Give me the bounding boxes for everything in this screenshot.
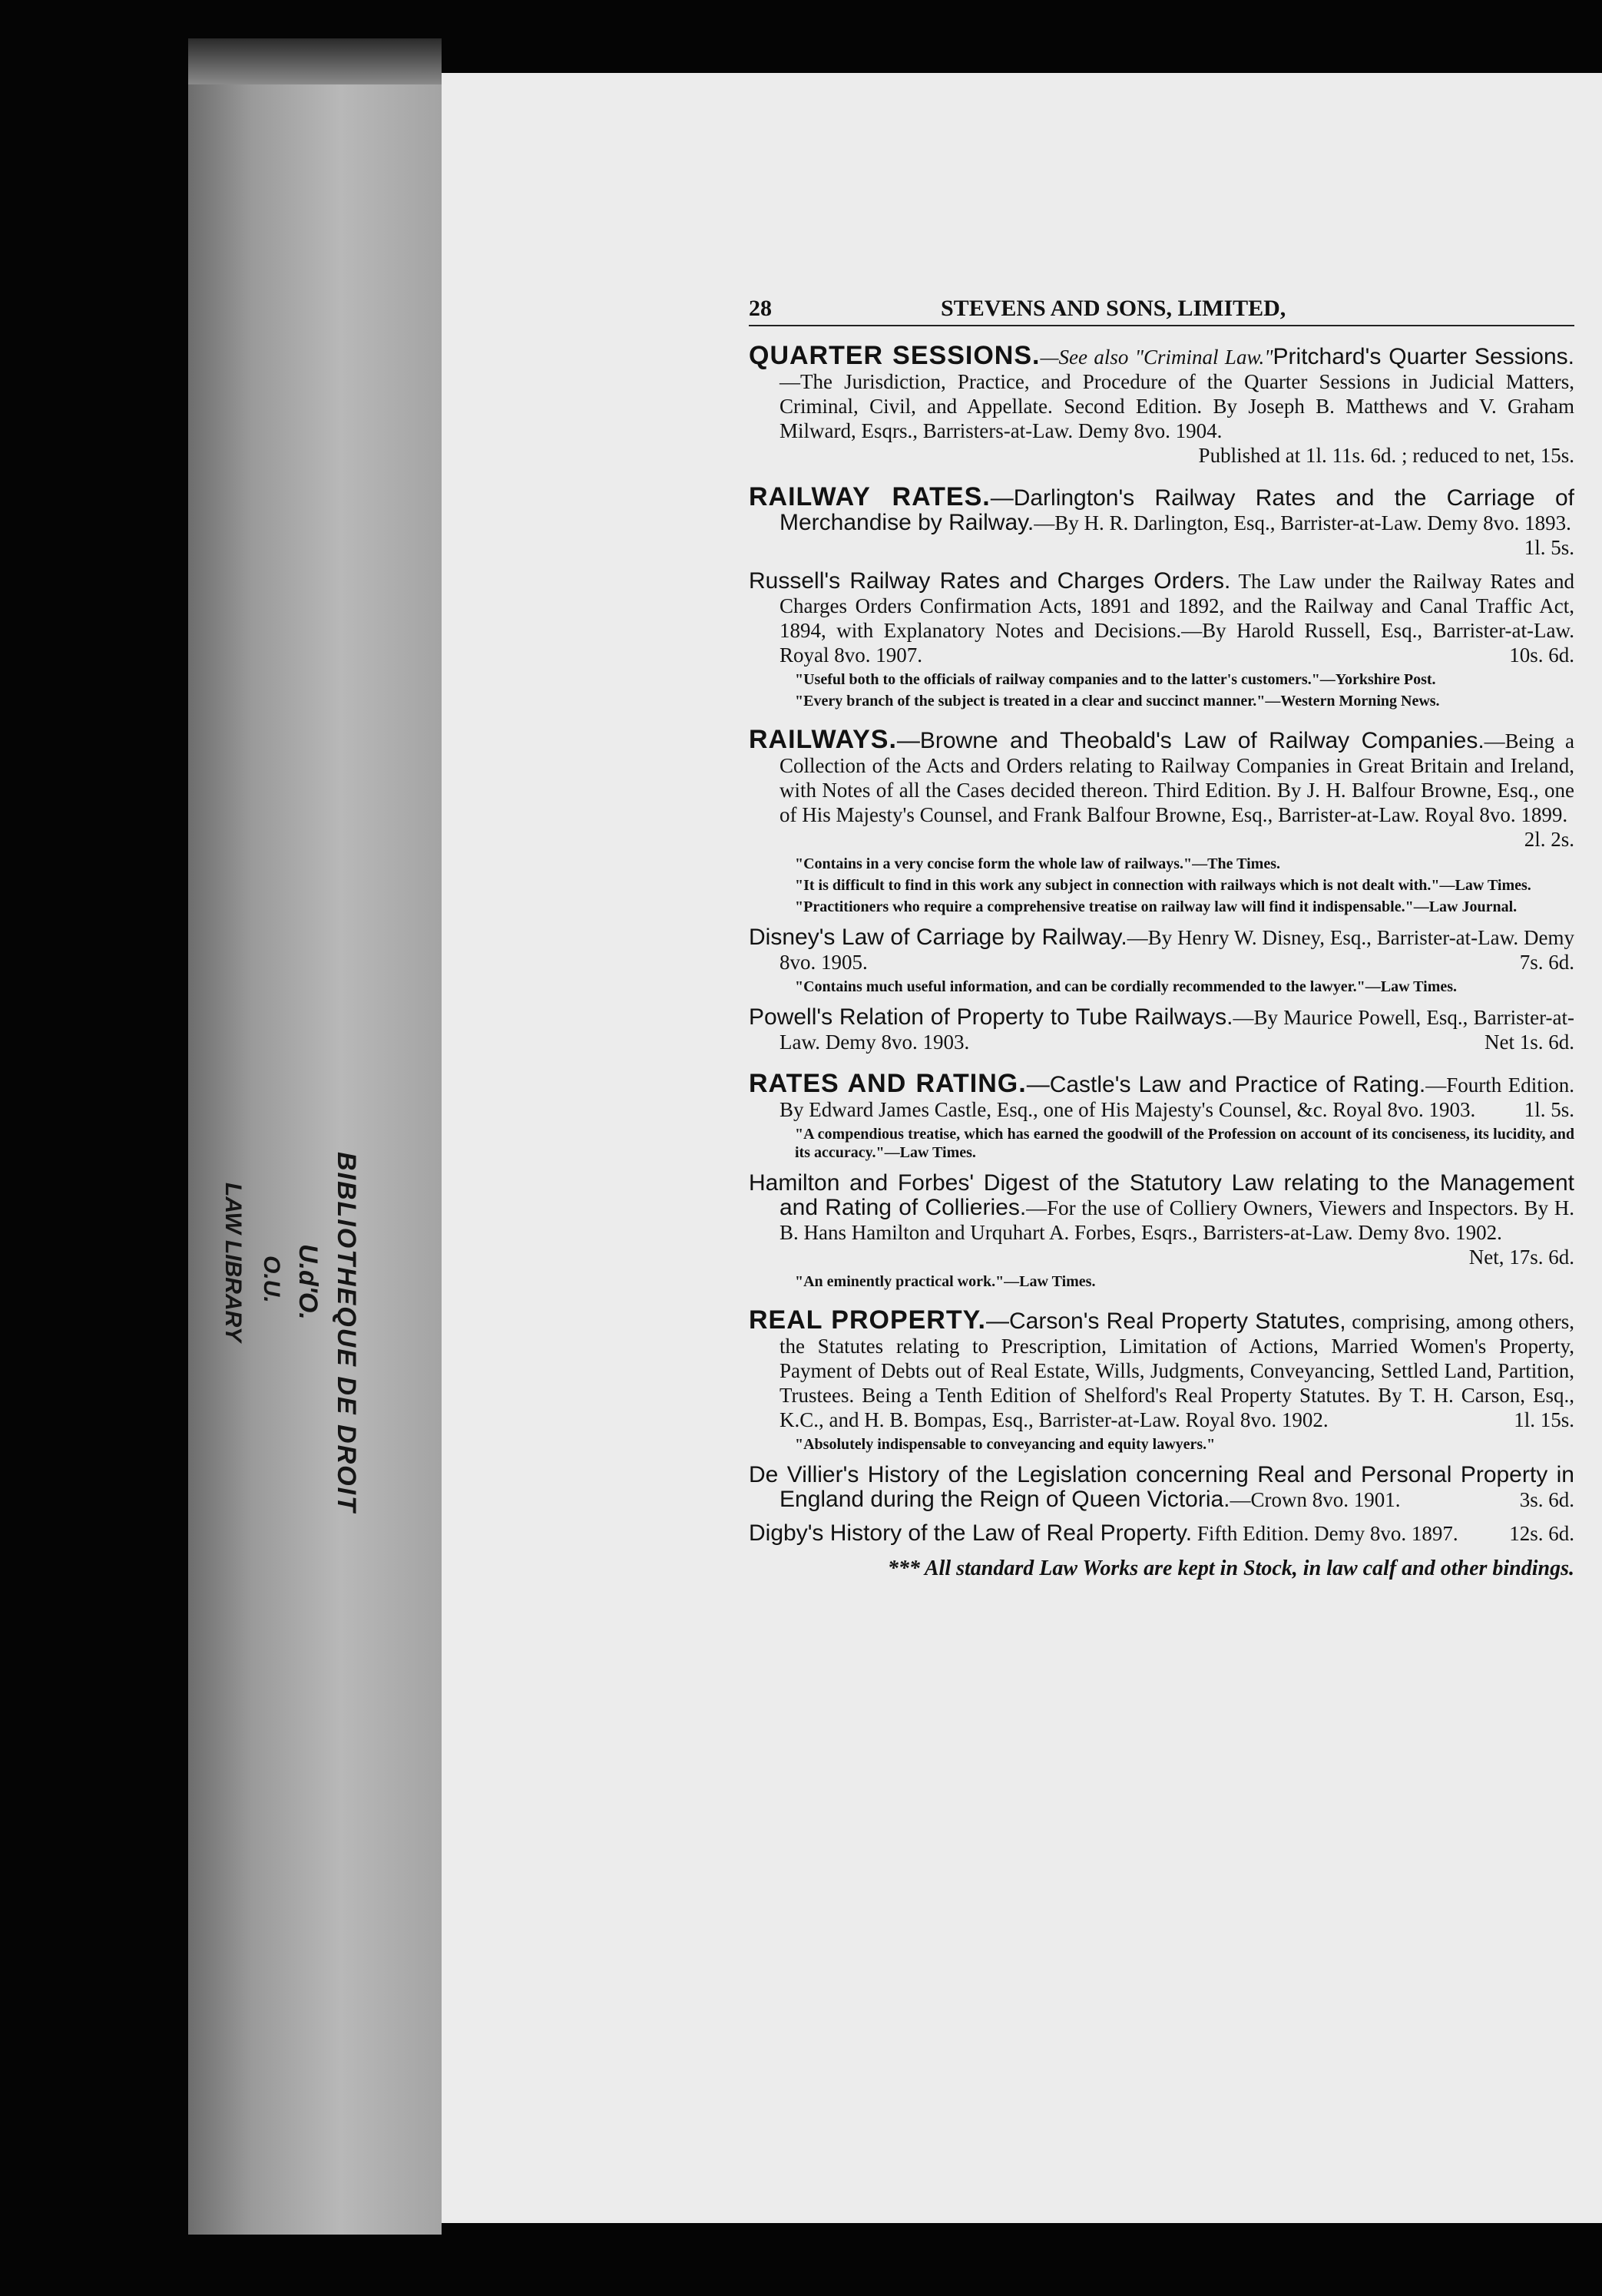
book-description: —By H. R. Darlington, Esq., Barrister-at-Law. Demy 8vo. 1893. <box>1034 511 1571 534</box>
book-price: 12s. 6d. <box>1509 1522 1574 1545</box>
book-description: The Law under the Railway Rates and Charges Orders Confirmation Acts, 1891 and 1892, and the Railway and Canal Traffic Act, 1894, with Explanatory Notes and Decisions.—By Harold Russell, Esq., Barrister-at-Law. Royal 8vo. 1907. <box>779 570 1575 667</box>
catalogue-section <box>749 727 1574 1054</box>
book-price: 3s. 6d. <box>1519 1488 1574 1511</box>
book-title: —Castle's Law and Practice of Rating. <box>1026 1072 1426 1097</box>
section-heading: RAILWAYS. <box>749 725 897 754</box>
book-description: —Being a Collection of the Acts and Orders relating to Railway Companies in Great Britain and Ireland, with Notes of all the Cases decided thereon. Third Edition. By J. H. Balfour Browne, Esq., one of His Majesty's Counsel, and Frank Balfour Browne, Esq., Barrister-at-Law. Royal 8vo. 1899. <box>779 729 1574 826</box>
book-entry <box>749 727 1574 852</box>
book-description: —By Henry W. Disney, Esq., Barrister-at-Law. Demy 8vo. 1905. <box>779 926 1574 974</box>
publisher-name: STEVENS AND SONS, LIMITED, <box>941 296 1286 321</box>
book-title: Hamilton and Forbes' Digest of the Statutory Law relating to the Management and Rating of Collieries. <box>749 1170 1574 1220</box>
book-page-edges <box>188 38 442 2235</box>
review-quote: "Every branch of the subject is treated in a clear and succinct manner."—Western Morning News. <box>795 693 1440 710</box>
review-quote: "Contains much useful information, and can be cordially recommended to the lawyer."—Law Times. <box>795 978 1458 995</box>
book-entry <box>749 1171 1574 1269</box>
section-heading: REAL PROPERTY. <box>749 1305 986 1335</box>
running-head <box>749 296 1574 326</box>
book-edge-shadow <box>188 38 442 84</box>
book-entry <box>749 925 1574 974</box>
book-price: Net, 17s. 6d. <box>1468 1246 1574 1269</box>
book-entry <box>749 569 1574 667</box>
book-title: Pritchard's Quarter Sessions. <box>1273 344 1575 369</box>
book-entry <box>749 1463 1574 1512</box>
catalogue-section <box>749 482 1575 710</box>
stamp-line: BIBLIOTHEQUE DE DROIT <box>332 1152 361 1514</box>
book-title: De Villier's History of the Legislation concerning Real and Personal Property in England during the Reign of Queen Victoria. <box>749 1462 1574 1512</box>
book-entry <box>749 1071 1574 1122</box>
catalogue-section <box>749 343 1574 468</box>
book-description: —By Maurice Powell, Esq., Barrister-at-Law. Demy 8vo. 1903. <box>779 1006 1574 1054</box>
catalogue-sections <box>749 343 1574 1546</box>
review-quote: "Useful both to the officials of railway companies and to the latter's customers."—Yorkshire Post. <box>795 671 1436 688</box>
book-description: —The Jurisdiction, Practice, and Procedure of the Quarter Sessions in Judicial Matters, Criminal, Civil, and Appellate. Second Edition. By Joseph B. Matthews and V. Graham Milward, Esqrs., Barristers-at-Law. Demy 8vo. 1904. <box>779 370 1574 442</box>
section-heading: RAILWAY RATES. <box>749 482 991 511</box>
book-price: 2l. 2s. <box>1524 828 1574 851</box>
book-title: Disney's Law of Carriage by Railway. <box>749 925 1127 950</box>
book-entry <box>749 482 1574 560</box>
book-price: Net 1s. 6d. <box>1484 1031 1574 1054</box>
stock-notice: *** All standard Law Works are kept in Stock, in law calf and other bindings. <box>887 1557 1574 1580</box>
book-price: Published at 1l. 11s. 6d. ; reduced to net, 15s. <box>1198 444 1574 467</box>
book-title: Digby's History of the Law of Real Property. <box>749 1520 1193 1546</box>
catalogue-section <box>749 1071 1574 1291</box>
stamp-line: O.U. <box>259 1256 284 1303</box>
book-entry <box>749 343 1574 468</box>
see-also-note: —See also "Criminal Law." <box>1040 346 1273 369</box>
review-quote: "Contains in a very concise form the whole law of railways."—The Times. <box>795 855 1280 872</box>
book-title: —Browne and Theobald's Law of Railway Companies. <box>896 728 1484 753</box>
book-description: comprising, among others, the Statutes relating to Prescription, Limitation of Actions, Married Women's Property, Payment of Debts out of Real Estate, Wills, Judgments, Conveyancing, Settled Land, Partition, Trustees. Being a Tenth Edition of Shelford's Real Property Statutes. By T. H. Carson, Esq., K.C., and H. B. Bompas, Esq., Barrister-at-Law. Royal 8vo. 1902. <box>779 1310 1574 1431</box>
review-quote: "It is difficult to find in this work any subject in connection with railways which is not dealt with."—Law Times. <box>795 877 1531 894</box>
book-price: 1l. 5s. <box>1524 1098 1574 1121</box>
book-title: —Darlington's Railway Rates and the Carriage of Merchandise by Railway. <box>779 485 1574 535</box>
book-title: —Carson's Real Property Statutes, <box>986 1308 1346 1334</box>
book-entry <box>749 1305 1574 1432</box>
book-price: 1l. 5s. <box>1524 536 1574 559</box>
book-description: —Crown 8vo. 1901. <box>1230 1488 1401 1511</box>
page-number: 28 <box>749 296 772 321</box>
book-price: 1l. 15s. <box>1514 1408 1574 1431</box>
catalogue-column <box>749 296 1574 1581</box>
library-stamp <box>207 1152 369 1514</box>
review-quote: "An eminently practical work."—Law Times. <box>795 1273 1096 1290</box>
book-entry <box>749 1005 1574 1054</box>
section-heading: RATES AND RATING. <box>749 1069 1027 1098</box>
stamp-line: U.d'O. <box>293 1244 323 1320</box>
review-quote: "A compendious treatise, which has earned the goodwill of the Profession on account of its conciseness, its lucidity, and its accuracy."—Law Times. <box>795 1126 1574 1161</box>
stamp-line: LAW LIBRARY <box>220 1183 246 1342</box>
book-price: 10s. 6d. <box>1509 643 1574 667</box>
book-entry <box>749 1521 1574 1546</box>
book-price: 7s. 6d. <box>1519 951 1574 974</box>
catalogue-section <box>749 1305 1574 1546</box>
review-quote: "Absolutely indispensable to conveyancing and equity lawyers." <box>795 1436 1216 1453</box>
review-quote: "Practitioners who require a comprehensive treatise on railway law will find it indispensable."—Law Journal. <box>795 898 1518 915</box>
book-title: Powell's Relation of Property to Tube Railways. <box>749 1004 1233 1030</box>
book-description: Fifth Edition. Demy 8vo. 1897. <box>1192 1522 1458 1545</box>
section-heading: QUARTER SESSIONS. <box>749 341 1041 370</box>
book-description: —For the use of Colliery Owners, Viewers and Inspectors. By H. B. Hans Hamilton and Urquhart A. Forbes, Esqrs., Barristers-at-Law. Demy 8vo. 1902. <box>779 1196 1574 1244</box>
book-title: Russell's Railway Rates and Charges Orders. <box>749 568 1231 594</box>
book-description: —Fourth Edition. By Edward James Castle, Esq., one of His Majesty's Counsel, &c. Royal 8vo. 1903. <box>779 1074 1574 1121</box>
